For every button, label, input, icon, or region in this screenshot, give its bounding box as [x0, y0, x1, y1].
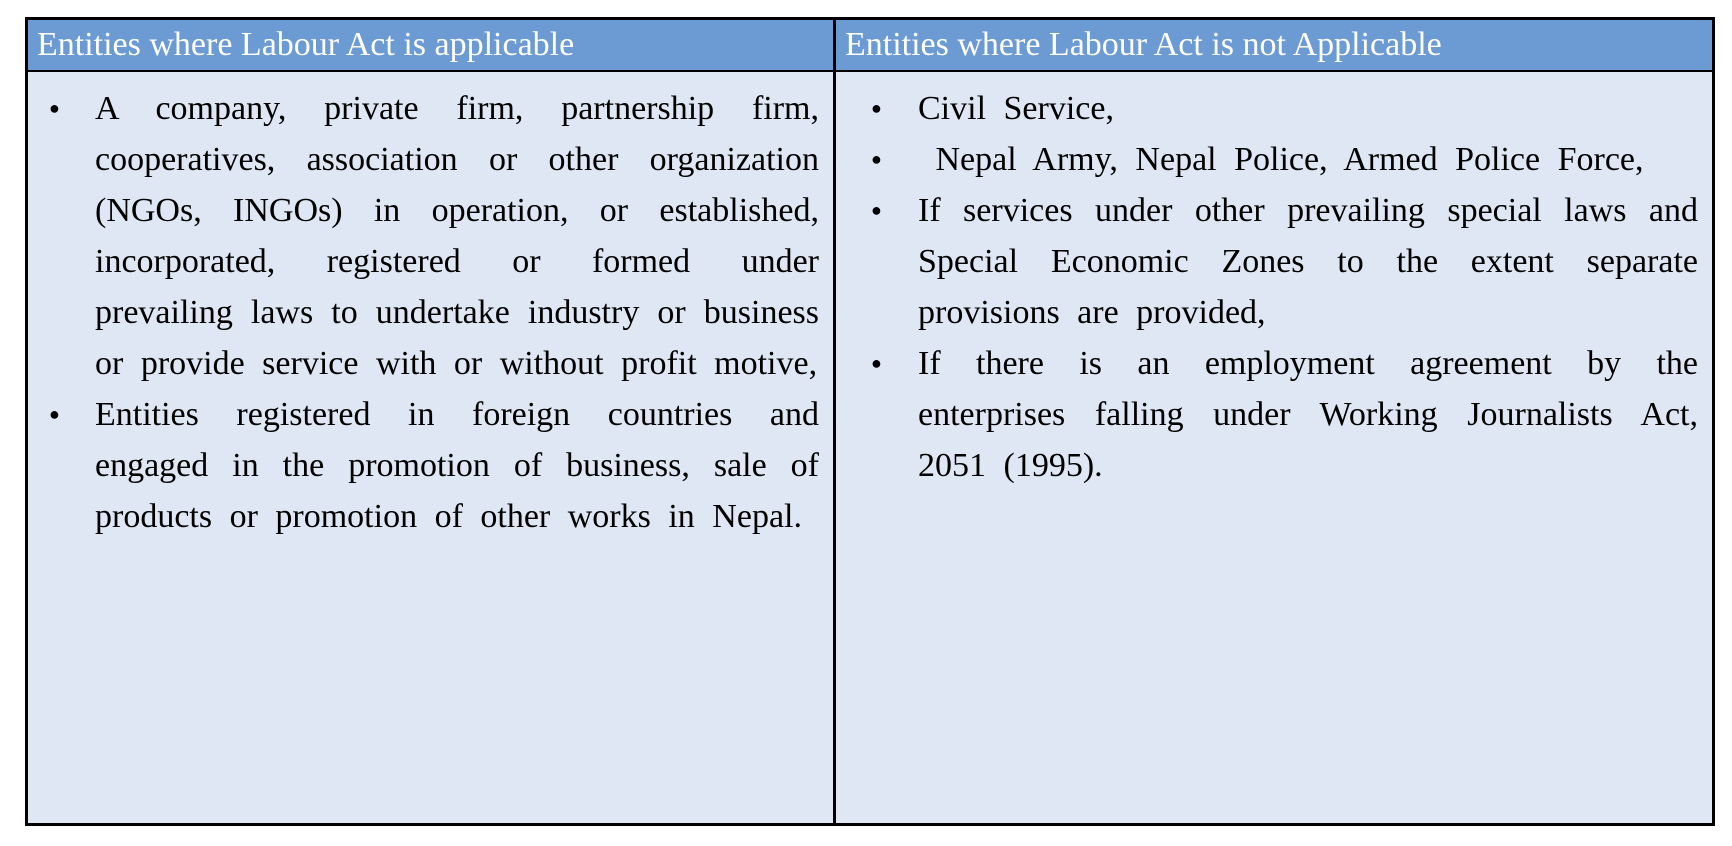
bullet-list-applicable — [28, 72, 833, 823]
bullet-item — [836, 185, 1698, 338]
column-header-not-applicable: Entities where Labour Act is not Applicable — [836, 20, 1712, 72]
labour-act-table — [25, 17, 1715, 826]
bullet-icon: ● — [871, 200, 882, 220]
bullet-text: Entities registered in foreign countries and engaged in the promotion of business, sale of products or promotion of other works in Nepal. — [95, 396, 819, 535]
bullet-list-not-applicable — [836, 72, 1712, 823]
bullet-item — [836, 83, 1698, 134]
bullet-item — [28, 389, 819, 542]
bullet-icon: ● — [871, 98, 882, 118]
bullet-text: Civil Service, — [918, 90, 1114, 127]
column-applicable — [28, 20, 833, 823]
column-not-applicable — [833, 20, 1712, 823]
bullet-icon: ● — [49, 404, 60, 424]
bullet-icon: ● — [871, 149, 882, 169]
bullet-icon: ● — [871, 353, 882, 373]
bullet-item — [836, 338, 1698, 491]
bullet-text: If there is an employment agreement by the enterprises falling under Working Journalists Act, 2051 (1995). — [918, 345, 1698, 484]
column-header-applicable: Entities where Labour Act is applicable — [28, 20, 833, 72]
bullet-icon: ● — [49, 98, 60, 118]
bullet-text: If services under other prevailing special laws and Special Economic Zones to the extent separate provisions are provided, — [918, 192, 1698, 331]
bullet-item — [28, 83, 819, 389]
bullet-text: Nepal Army, Nepal Police, Armed Police Force, — [918, 141, 1644, 178]
bullet-text: A company, private firm, partnership firm, cooperatives, association or other organization (NGOs, INGOs) in operation, or established, incorporated, registered or formed under prevailing laws to undertake industry or business or provide service with or without profit motive, — [95, 90, 819, 382]
bullet-item — [836, 134, 1698, 185]
